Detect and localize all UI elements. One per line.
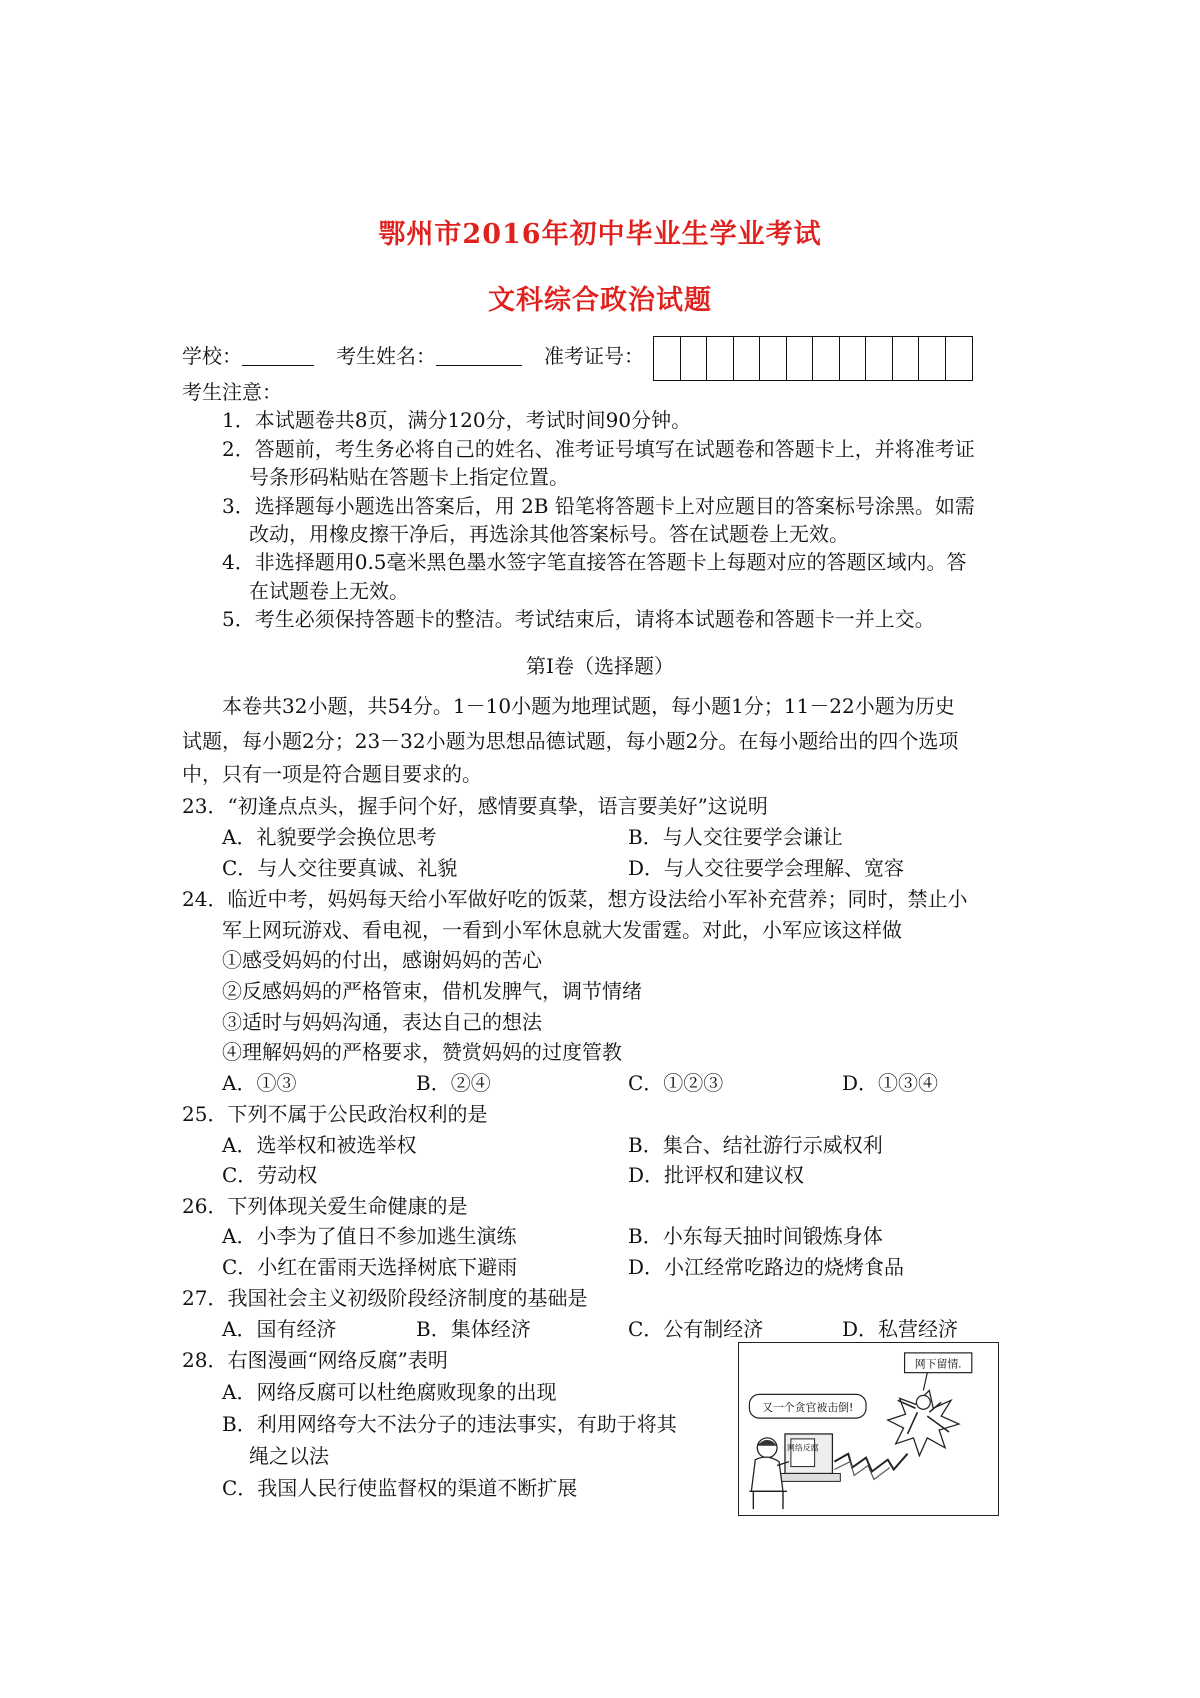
id-box[interactable] xyxy=(893,337,920,380)
notice-item: 3．选择题每小题选出答案后，用 2B 铅笔将答题卡上对应题目的答案标号涂黑。如需 xyxy=(222,494,975,518)
question-stem: 军上网玩游戏、看电视，一看到小军休息就大发雷霆。对此，小军应该这样做 xyxy=(222,918,902,942)
notice-item: 改动，用橡皮擦干净后，再选涂其他答案标号。答在试题卷上无效。 xyxy=(249,522,849,546)
cartoon-illustration xyxy=(739,1343,998,1515)
id-box[interactable] xyxy=(919,337,946,380)
notice-item: 2．答题前，考生务必将自己的姓名、准考证号填写在试题卷和答题卡上，并将准考证 xyxy=(222,437,975,461)
option[interactable]: C．劳动权 xyxy=(222,1163,318,1187)
option[interactable]: C．小红在雷雨天选择树底下避雨 xyxy=(222,1255,518,1279)
name-field[interactable] xyxy=(436,343,522,366)
notice-item: 5．考生必须保持答题卡的整洁。考试结束后，请将本试题卷和答题卡一并上交。 xyxy=(222,607,935,631)
option[interactable]: D．①③④ xyxy=(842,1071,939,1095)
id-box[interactable] xyxy=(734,337,761,380)
question-stem: 25．下列不属于公民政治权利的是 xyxy=(182,1102,488,1126)
option[interactable]: A．选举权和被选举权 xyxy=(222,1133,417,1157)
id-box[interactable] xyxy=(840,337,867,380)
question-stem: 24．临近中考，妈妈每天给小军做好吃的饭菜，想方设法给小军补充营养；同时，禁止小 xyxy=(182,887,968,911)
id-label: 准考证号： xyxy=(544,344,644,368)
official-figure xyxy=(916,1395,930,1409)
speech-text: 又一个贪官被击倒! xyxy=(762,1401,854,1415)
id-box[interactable] xyxy=(946,337,973,380)
chair xyxy=(749,1491,787,1509)
option[interactable]: C．与人交往要真诚、礼貌 xyxy=(222,856,458,880)
id-box[interactable] xyxy=(813,337,840,380)
school-field[interactable] xyxy=(242,343,314,366)
option[interactable]: B．集体经济 xyxy=(416,1317,531,1341)
option[interactable]: A．小李为了值日不参加逃生演练 xyxy=(222,1224,517,1248)
option[interactable]: A．①③ xyxy=(222,1071,297,1095)
option[interactable]: C．我国人民行使监督权的渠道不断扩展 xyxy=(222,1476,578,1500)
id-box[interactable] xyxy=(866,337,893,380)
question-stem: 27．我国社会主义初级阶段经济制度的基础是 xyxy=(182,1286,588,1310)
notice-item: 1．本试题卷共8页，满分120分，考试时间90分钟。 xyxy=(222,408,692,432)
statement: ①感受妈妈的付出，感谢妈妈的苦心 xyxy=(222,948,542,972)
option[interactable]: D．私营经济 xyxy=(842,1317,959,1341)
school-label: 学校： xyxy=(182,344,242,368)
option-continued: 绳之以法 xyxy=(249,1444,329,1468)
option[interactable]: B．②④ xyxy=(416,1071,491,1095)
statement: ③适时与妈妈沟通，表达自己的想法 xyxy=(222,1010,542,1034)
notice-item: 4．非选择题用0.5毫米黑色墨水签字笔直接答在答题卡上每题对应的答题区域内。答 xyxy=(222,550,967,574)
lightning-bolt xyxy=(834,1454,907,1472)
page-subtitle: 文科综合政治试题 xyxy=(488,285,712,316)
id-box[interactable] xyxy=(787,337,814,380)
option[interactable]: B．小东每天抽时间锻炼身体 xyxy=(628,1224,883,1248)
question-stem: 23．“初逢点点头，握手问个好，感情要真挚，语言要美好”这说明 xyxy=(182,794,768,818)
id-box[interactable] xyxy=(654,337,681,380)
question-stem: 28．右图漫画“网络反腐”表明 xyxy=(182,1348,448,1372)
statement: ②反感妈妈的严格管束，借机发脾气，调节情绪 xyxy=(222,979,642,1003)
cartoon-image xyxy=(738,1342,999,1516)
option[interactable]: C．公有制经济 xyxy=(628,1317,764,1341)
option[interactable]: D．与人交往要学会理解、宽容 xyxy=(628,856,905,880)
id-box[interactable] xyxy=(760,337,787,380)
intro-line: 本卷共32小题，共54分。1－10小题为地理试题，每小题1分；11－22小题为历史 xyxy=(222,694,955,718)
option[interactable]: A．国有经济 xyxy=(222,1317,337,1341)
question-stem: 26．下列体现关爱生命健康的是 xyxy=(182,1194,468,1218)
option[interactable]: B．利用网络夸大不法分子的违法事实，有助于将其 xyxy=(222,1412,677,1436)
notice-item: 在试题卷上无效。 xyxy=(249,579,409,603)
exam-id-boxes[interactable] xyxy=(653,336,973,381)
intro-line: 中，只有一项是符合题目要求的。 xyxy=(182,762,482,786)
option[interactable]: B．集合、结社游行示威权利 xyxy=(628,1133,883,1157)
monitor-label: 网络反腐 xyxy=(786,1443,819,1453)
id-box[interactable] xyxy=(681,337,708,380)
option[interactable]: A．网络反腐可以杜绝腐败现象的出现 xyxy=(222,1380,557,1404)
id-box[interactable] xyxy=(707,337,734,380)
option[interactable]: D．小江经常吃路边的烧烤食品 xyxy=(628,1255,905,1279)
page-title: 鄂州市2016年初中毕业生学业考试 xyxy=(378,219,822,250)
statement: ④理解妈妈的严格要求，赞赏妈妈的过度管教 xyxy=(222,1040,622,1064)
notice-heading: 考生注意： xyxy=(182,380,282,404)
sign-text: 网下留情. xyxy=(914,1357,962,1371)
notice-item: 号条形码粘贴在答题卡上指定位置。 xyxy=(249,465,569,489)
option[interactable]: D．批评权和建议权 xyxy=(628,1163,805,1187)
option[interactable]: B．与人交往要学会谦让 xyxy=(628,825,843,849)
option[interactable]: A．礼貌要学会换位思考 xyxy=(222,825,437,849)
name-label: 考生姓名： xyxy=(336,344,436,368)
intro-line: 试题，每小题2分；23－32小题为思想品德试题，每小题2分。在每小题给出的四个选项 xyxy=(182,729,959,753)
option[interactable]: C．①②③ xyxy=(628,1071,724,1095)
section-title: 第Ⅰ卷（选择题） xyxy=(526,654,674,678)
